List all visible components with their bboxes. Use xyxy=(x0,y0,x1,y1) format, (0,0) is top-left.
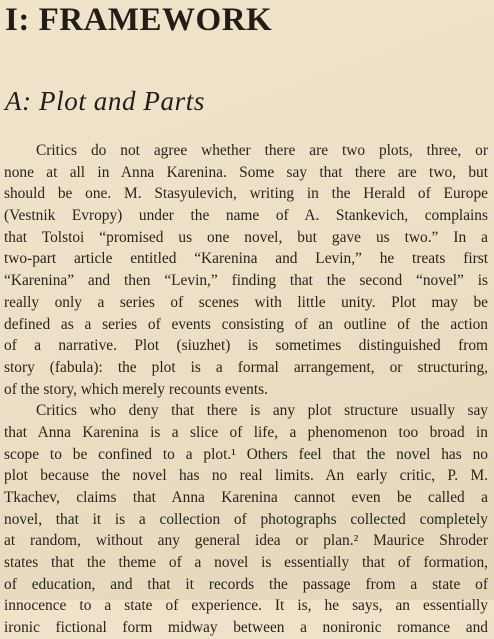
text-line: of education, and that it records the passage from a state of xyxy=(4,575,488,593)
section-heading: A: Plot and Parts xyxy=(5,86,205,116)
text-line: “Karenina” and then “Levin,” finding that the second “novel” is xyxy=(4,272,488,290)
text-line: plot because the novel has no real limits. An early critic, P. M. xyxy=(4,467,488,485)
text-line: Critics do not agree whether there are two plots, three, or xyxy=(36,142,488,159)
text-line: at random, without any general idea or plan.² Maurice Shroder xyxy=(4,532,488,550)
chapter-heading: I: FRAMEWORK xyxy=(5,2,273,38)
text-line: Critics who deny that there is any plot structure usually say xyxy=(36,402,488,420)
text-line: novel, that it is a collection of photographs collected completely xyxy=(4,510,488,528)
text-line: of a narrative. Plot (siuzhet) is sometimes distinguished from xyxy=(4,337,488,355)
text-line: of the story, which merely recounts events. xyxy=(4,380,268,398)
text-line: really only a series of scenes with little unity. Plot may be xyxy=(4,293,488,311)
text-line: should be one. M. Stasyulevich, writing in the Herald of Europe xyxy=(4,185,488,203)
text-line: innocence to a state of experience. It is, he says, an essentially xyxy=(4,597,488,615)
text-line: two-part article entitled “Karenina and Levin,” he treats first xyxy=(4,250,488,268)
text-line: ironic fictional form midway between a nonironic romance and xyxy=(4,619,488,637)
text-line: (Vestnik Evropy) under the name of A. Stankevich, complains xyxy=(4,207,488,225)
text-line: that Anna Karenina is a slice of life, a phenomenon too broad in xyxy=(4,423,488,441)
text-line: defined as a series of events consisting of an outline of the action xyxy=(4,315,488,333)
text-line: states that the theme of a novel is essentially that of formation, xyxy=(4,554,488,572)
text-line: scope to be confined to a plot.¹ Others feel that the novel has no xyxy=(4,445,488,463)
text-line: none at all in Anna Karenina. Some say that there are two, but xyxy=(4,163,488,181)
text-line: story (fabula): the plot is a formal arrangement, or structuring, xyxy=(4,358,488,376)
body-text xyxy=(4,140,488,639)
text-line: that Tolstoi “promised us one novel, but gave us two.” In a xyxy=(4,228,488,246)
text-line: Tkachev, claims that Anna Karenina cannot even be called a xyxy=(4,489,488,506)
